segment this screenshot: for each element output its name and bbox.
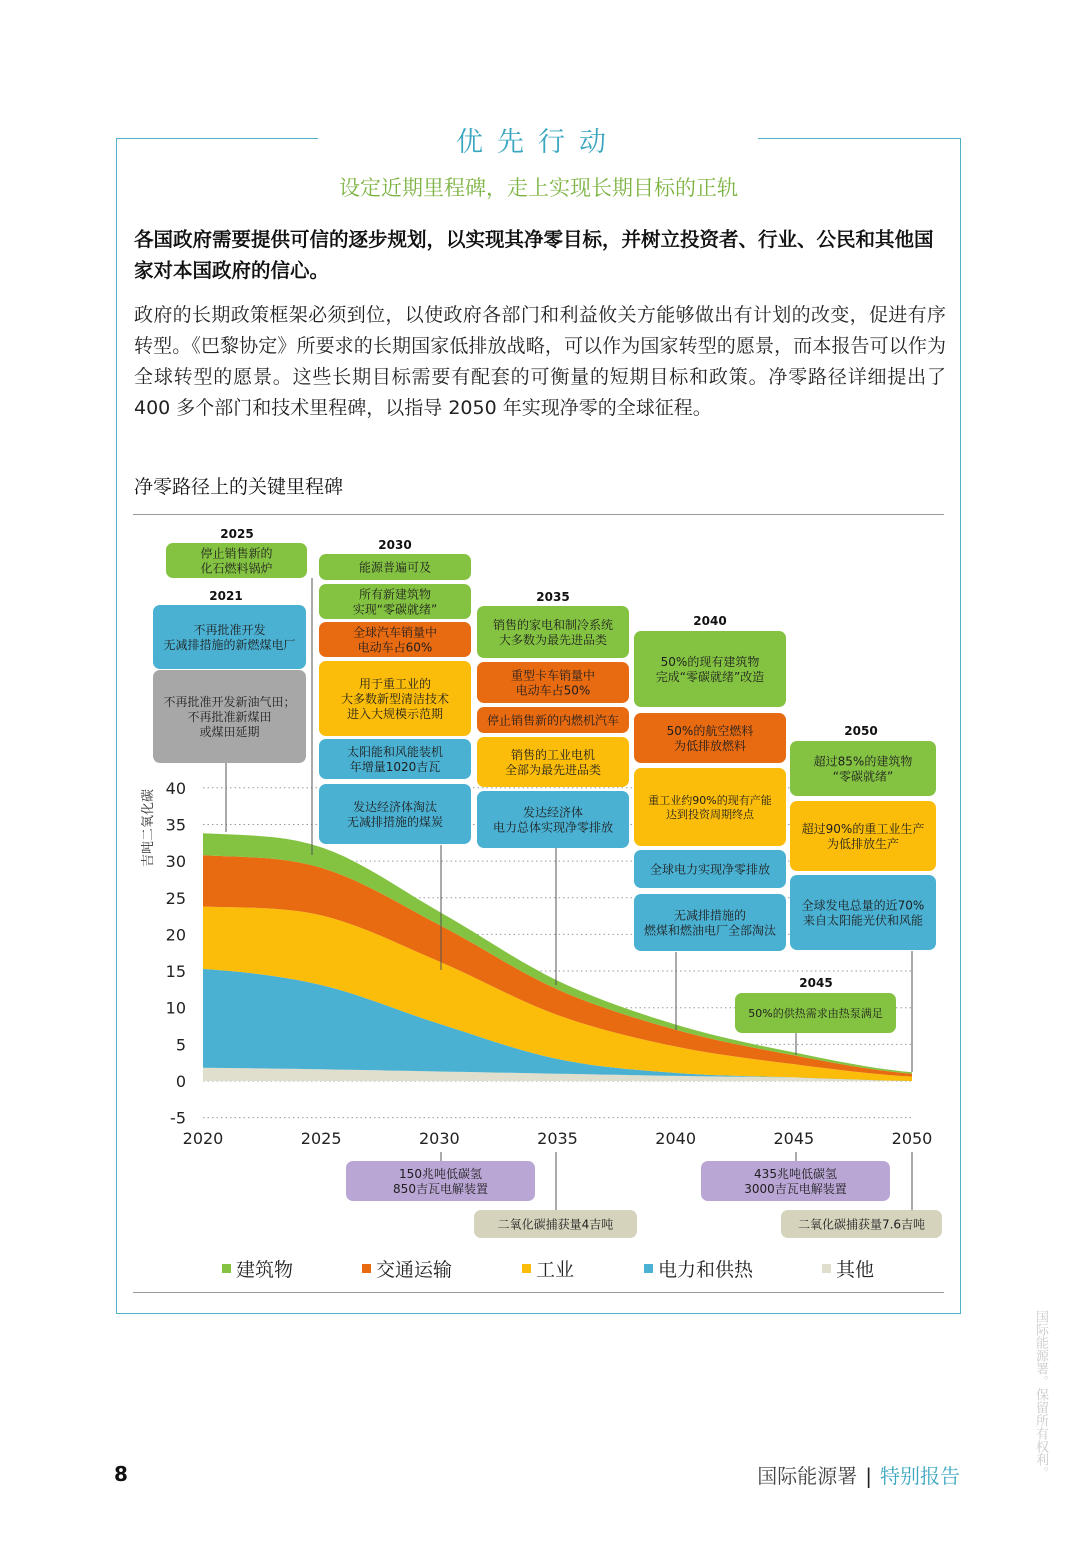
milestone-text: 发达经济体淘汰 <box>352 799 438 814</box>
page-number: 8 <box>114 1462 128 1486</box>
chart-heading: 净零路径上的关键里程碑 <box>134 476 344 498</box>
legend-label: 建筑物 <box>236 1259 294 1281</box>
x-tick-label: 2025 <box>300 1129 342 1148</box>
milestone-text: 电力总体实现净零排放 <box>492 820 614 835</box>
milestone-text: 来自太阳能光伏和风能 <box>802 913 924 928</box>
milestone-year: 2025 <box>220 527 254 541</box>
milestone-text: 能源普遍可及 <box>358 560 432 575</box>
milestone-text: 无减排措施的新燃煤电厂 <box>163 637 296 652</box>
milestone-year: 2030 <box>378 538 412 552</box>
milestone-text: 超过85%的建筑物 <box>813 754 913 769</box>
milestone-text: 不再批准开发新油气田； <box>163 694 296 709</box>
milestone-year: 2050 <box>844 724 878 738</box>
milestone-text: 电动车占60% <box>357 640 433 655</box>
lead-paragraph: 各国政府需要提供可信的逐步规划，以实现其净零目标，并树立投资者、行业、公民和其他国家对本国政府的信心。 <box>134 228 934 282</box>
y-tick-label: -5 <box>170 1108 186 1128</box>
milestone-text: 无减排措施的 <box>673 908 747 923</box>
legend-item <box>644 1255 753 1282</box>
milestone-text: 达到投资周期终点 <box>666 807 754 821</box>
milestone-text: 50%的航空燃料 <box>666 723 754 738</box>
milestone-text: 销售的家电和制冷系统 <box>492 617 614 632</box>
legend-item <box>222 1255 293 1282</box>
milestone-text: 大多数为最先进品类 <box>498 632 608 647</box>
legend-swatch <box>522 1264 531 1273</box>
milestone-text: 为低排放燃料 <box>673 738 747 753</box>
x-tick-label: 2020 <box>182 1129 224 1148</box>
legend-swatch <box>222 1264 231 1273</box>
milestone-text: 435兆吨低碳氢 <box>754 1166 837 1181</box>
milestone-text: 850吉瓦电解装置 <box>393 1181 488 1196</box>
milestone-year: 2021 <box>209 589 243 603</box>
milestone-text: 150兆吨低碳氢 <box>399 1166 482 1181</box>
milestone-text: 发达经济体 <box>522 805 584 820</box>
milestone-text: 进入大规模示范期 <box>346 706 444 721</box>
milestone-year: 2035 <box>536 590 570 604</box>
milestone-text: 3000吉瓦电解装置 <box>744 1181 847 1196</box>
y-tick-label: 40 <box>165 778 186 798</box>
milestone-text: 重型卡车销量中 <box>510 668 596 683</box>
milestone-text: 为低排放生产 <box>826 836 900 851</box>
milestone-text: 化石燃料锅炉 <box>200 561 273 576</box>
subtitle: 设定近期里程碑，走上实现长期目标的正轨 <box>339 176 738 200</box>
legend-swatch <box>362 1264 371 1273</box>
footer-org: 国际能源署 <box>757 1464 858 1488</box>
milestone-text: 重工业约90%的现有产能 <box>648 793 772 807</box>
milestone-text: “零碳就绪” <box>832 769 894 784</box>
footer <box>757 1460 960 1489</box>
milestone-text: 完成“零碳就绪”改造 <box>655 669 765 684</box>
chart-legend <box>0 1255 1080 1281</box>
milestone-year: 2040 <box>693 614 727 628</box>
milestone-text: 二氧化碳捕获量7.6吉吨 <box>797 1217 926 1232</box>
milestone-text: 50%的供热需求由热泵满足 <box>748 1006 883 1020</box>
milestone-text: 年增量1020吉瓦 <box>349 759 441 774</box>
y-tick-label: 15 <box>165 962 186 982</box>
milestone-text: 无减排措施的煤炭 <box>346 814 444 829</box>
milestone-text: 全部为最先进品类 <box>504 762 602 777</box>
y-axis-label: 吉吨二氧化碳 <box>141 788 156 868</box>
milestone-text: 50%的现有建筑物 <box>660 654 760 669</box>
x-tick-label: 2030 <box>418 1129 460 1148</box>
x-tick-label: 2050 <box>891 1129 933 1148</box>
milestone-text: 超过90%的重工业生产 <box>801 821 925 836</box>
copyright-side-note: 国际能源署。保留所有权利。 <box>1033 1310 1048 1479</box>
milestone-text: 燃煤和燃油电厂全部淘汰 <box>643 923 777 938</box>
milestone-text: 不再批准开发 <box>193 622 266 637</box>
y-tick-label: 30 <box>165 852 186 872</box>
y-tick-label: 5 <box>175 1035 186 1055</box>
milestone-year: 2045 <box>799 976 833 990</box>
milestone-text: 全球发电总量的近70% <box>801 898 925 913</box>
milestone-text: 实现“零碳就绪” <box>352 602 438 617</box>
milestone-text: 销售的工业电机 <box>510 747 596 762</box>
footer-report: 特别报告 <box>880 1464 960 1488</box>
milestone-text: 二氧化碳捕获量4吉吨 <box>497 1217 614 1232</box>
milestone-text: 太阳能和风能装机 <box>346 744 444 759</box>
y-tick-label: 35 <box>165 815 186 835</box>
legend-swatch <box>644 1264 653 1273</box>
legend-item <box>362 1255 452 1282</box>
footer-separator: | <box>865 1464 872 1488</box>
milestone-text: 停止销售新的 <box>200 546 273 561</box>
x-tick-label: 2045 <box>773 1129 815 1148</box>
milestone-text: 大多数新型清洁技术 <box>340 691 450 706</box>
y-tick-label: 0 <box>175 1072 186 1091</box>
milestone-text: 电动车占50% <box>515 683 591 698</box>
milestone-text: 停止销售新的内燃机汽车 <box>486 713 620 728</box>
legend-label: 交通运输 <box>376 1259 453 1281</box>
milestone-text: 或煤田延期 <box>199 724 260 739</box>
y-tick-label: 10 <box>165 998 186 1018</box>
milestone-text: 所有新建筑物 <box>358 587 432 602</box>
x-tick-label: 2040 <box>655 1129 697 1148</box>
milestone-text: 不再批准新煤田 <box>187 709 272 724</box>
y-tick-label: 20 <box>165 925 186 945</box>
legend-item <box>522 1255 574 1282</box>
legend-label: 工业 <box>536 1259 575 1281</box>
y-tick-label: 25 <box>165 888 186 908</box>
body-paragraph: 政府的长期政策框架必须到位，以使政府各部门和利益攸关方能够做出有计划的改变，促进有序转型。《巴黎协定》所要求的长期国家低排放战略，可以作为国家转型的愿景，而本报告可以作为全球转型的愿景。这些长期目标需要有配套的可衡量的短期目标和政策。净零路径详细提出了 400 多个部门和技术里程碑，以指导 2050 年实现净零的全球征程。 <box>134 304 946 419</box>
legend-item <box>822 1255 874 1282</box>
milestone-text: 全球电力实现净零排放 <box>649 862 771 877</box>
milestone-text: 全球汽车销量中 <box>352 625 438 640</box>
milestone-text: 用于重工业的 <box>358 676 432 691</box>
legend-swatch <box>822 1264 831 1273</box>
legend-label: 其他 <box>836 1259 875 1281</box>
x-tick-label: 2035 <box>537 1129 578 1148</box>
legend-label: 电力和供热 <box>658 1259 754 1281</box>
section-title: 优先行动 <box>456 127 620 158</box>
